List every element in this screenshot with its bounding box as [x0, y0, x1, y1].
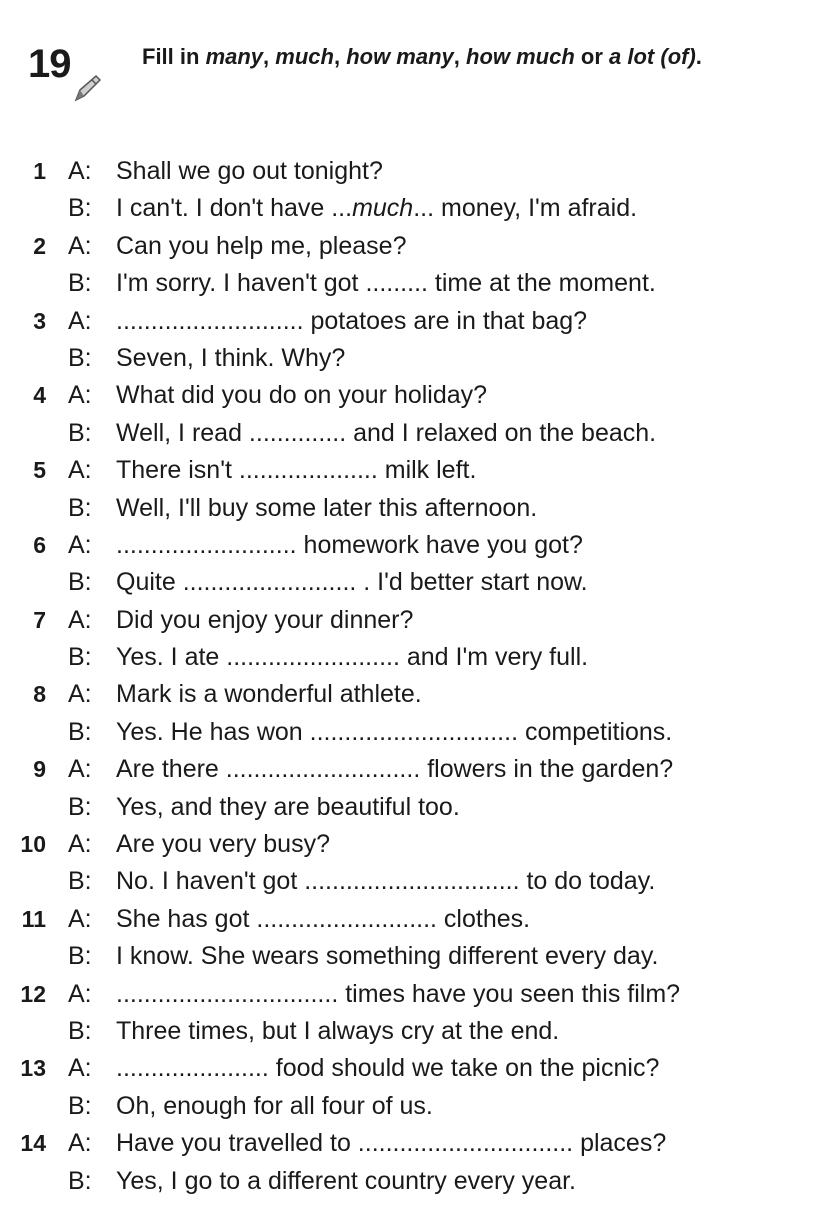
dialogue-line-a [0, 826, 835, 863]
speaker-label: B: [68, 1091, 92, 1120]
line-text: Oh, enough for all four of us. [116, 1091, 433, 1120]
item-number: 1 [33, 158, 46, 184]
item-number: 6 [33, 531, 46, 558]
dialogue-line-b [0, 340, 835, 377]
speaker-label: A: [68, 456, 92, 485]
line-text: She has got .......................... clothes. [116, 904, 531, 933]
speaker-label: A: [68, 830, 92, 859]
dialogue-line-a [0, 676, 835, 713]
dialogue-line-a [0, 1050, 835, 1087]
speaker-label: A: [68, 1054, 92, 1083]
line-text: ................................ times have you seen this film? [116, 979, 681, 1008]
line-text: Well, I read .............. and I relaxed on the beach. [116, 418, 657, 447]
dialogue-line-b [0, 415, 835, 452]
speaker-label: B: [68, 792, 92, 821]
instruction-part: how many [346, 44, 454, 69]
dialogue-line-a [0, 228, 835, 265]
dialogue-line-a [0, 976, 835, 1013]
speaker-label: A: [68, 605, 92, 634]
line-text: Are there ............................ flowers in the garden? [116, 755, 674, 784]
dialogue-line-b [0, 938, 835, 975]
dialogue-line-b [0, 190, 835, 227]
dialogue-line-a [0, 303, 835, 340]
item-number: 3 [33, 307, 46, 334]
instruction-part: much [275, 44, 334, 69]
item-number: 11 [21, 905, 46, 932]
item-number: 2 [33, 232, 46, 259]
speaker-label: B: [68, 1016, 92, 1045]
line-text: Did you enjoy your dinner? [116, 605, 414, 634]
dialogue-line-b [0, 1088, 835, 1125]
line-text: No. I haven't got ............................... to do today. [116, 867, 656, 896]
speaker-label: A: [68, 381, 92, 410]
line-text: Three times, but I always cry at the end. [116, 1016, 560, 1045]
speaker-label: A: [68, 231, 92, 260]
speaker-label: B: [68, 343, 92, 372]
line-text: .......................... homework have you got? [116, 530, 583, 559]
item-number: 14 [20, 1130, 46, 1157]
instruction-part: , [263, 44, 276, 69]
line-text: Are you very busy? [116, 830, 330, 859]
line-text: Yes, and they are beautiful too. [116, 792, 460, 821]
line-text: Shall we go out tonight? [116, 157, 383, 185]
line-text: What did you do on your holiday? [116, 381, 488, 410]
dialogue-line-b [0, 1163, 835, 1200]
speaker-label: A: [68, 157, 92, 185]
line-text: There isn't .................... milk left. [116, 456, 477, 485]
instruction-part: a lot (of) [609, 44, 696, 69]
speaker-label: B: [68, 269, 92, 298]
speaker-label: B: [68, 942, 92, 971]
speaker-label: B: [68, 717, 92, 746]
dialogue-line-a [0, 452, 835, 489]
speaker-label: B: [68, 493, 92, 522]
line-text-part: ... money, I'm afraid. [413, 194, 638, 223]
dialogue-line-b [0, 863, 835, 900]
dialogue-line-b [0, 265, 835, 302]
speaker-label: A: [68, 1129, 92, 1158]
item-number: 7 [33, 606, 46, 633]
speaker-label: A: [68, 979, 92, 1008]
speaker-label: A: [68, 904, 92, 933]
speaker-label: A: [68, 680, 92, 709]
speaker-label: B: [68, 643, 92, 672]
line-text: I know. She wears something different every day. [116, 942, 659, 971]
speaker-label: B: [68, 194, 92, 223]
dialogue-line-b [0, 789, 835, 826]
line-text: Mark is a wonderful athlete. [116, 680, 422, 709]
example-answer: much [352, 194, 414, 223]
dialogue-line-b [0, 714, 835, 751]
item-number: 9 [33, 756, 46, 783]
speaker-label: B: [68, 568, 92, 597]
item-number: 12 [20, 980, 46, 1007]
speaker-label: B: [68, 418, 92, 447]
line-text: I'm sorry. I haven't got ......... time at the moment. [116, 269, 656, 298]
line-text: Quite ......................... . I'd better start now. [116, 568, 588, 597]
instruction-part: Fill in [142, 44, 206, 69]
dialogue-line-b [0, 639, 835, 676]
speaker-label: B: [68, 1166, 92, 1195]
line-text: Yes, I go to a different country every year. [116, 1166, 576, 1195]
speaker-label: A: [68, 306, 92, 335]
speaker-label: A: [68, 530, 92, 559]
pencil-icon [70, 70, 104, 104]
speaker-label: A: [68, 755, 92, 784]
exercise-items [0, 153, 835, 1200]
item-number: 5 [33, 457, 46, 484]
instruction-part: . [695, 44, 702, 69]
dialogue-line-a [0, 901, 835, 938]
instruction-part: how much [466, 44, 575, 69]
dialogue-line-b [0, 564, 835, 601]
instruction-part: or [574, 44, 610, 69]
line-text [116, 190, 637, 227]
exercise-header [28, 40, 808, 110]
item-number: 4 [33, 382, 46, 409]
dialogue-line-a [0, 153, 835, 190]
line-text: Seven, I think. Why? [116, 343, 346, 372]
line-text: Yes. He has won .............................. competitions. [116, 717, 673, 746]
dialogue-line-a [0, 1125, 835, 1162]
item-number: 10 [20, 831, 46, 858]
item-number: 8 [33, 681, 46, 708]
instruction-part: , [333, 44, 347, 69]
instruction-part: many [205, 44, 264, 69]
line-text: Can you help me, please? [116, 231, 407, 260]
line-text: Have you travelled to ............................... places? [116, 1129, 667, 1158]
exercise-instruction [142, 40, 802, 73]
dialogue-line-a [0, 527, 835, 564]
exercise-number: 19 [28, 42, 71, 86]
speaker-label: B: [68, 867, 92, 896]
dialogue-line-a [0, 377, 835, 414]
line-text: ...................... food should we take on the picnic? [116, 1054, 660, 1083]
instruction-part: , [453, 44, 467, 69]
line-text: ........................... potatoes are in that bag? [116, 306, 588, 335]
dialogue-line-b [0, 1013, 835, 1050]
dialogue-line-a [0, 602, 835, 639]
line-text: Yes. I ate ......................... and I'm very full. [116, 643, 589, 672]
line-text-part: I can't. I don't have ... [116, 194, 353, 223]
item-number: 13 [20, 1055, 46, 1082]
dialogue-line-a [0, 751, 835, 788]
line-text: Well, I'll buy some later this afternoon. [116, 493, 538, 522]
dialogue-line-b [0, 490, 835, 527]
